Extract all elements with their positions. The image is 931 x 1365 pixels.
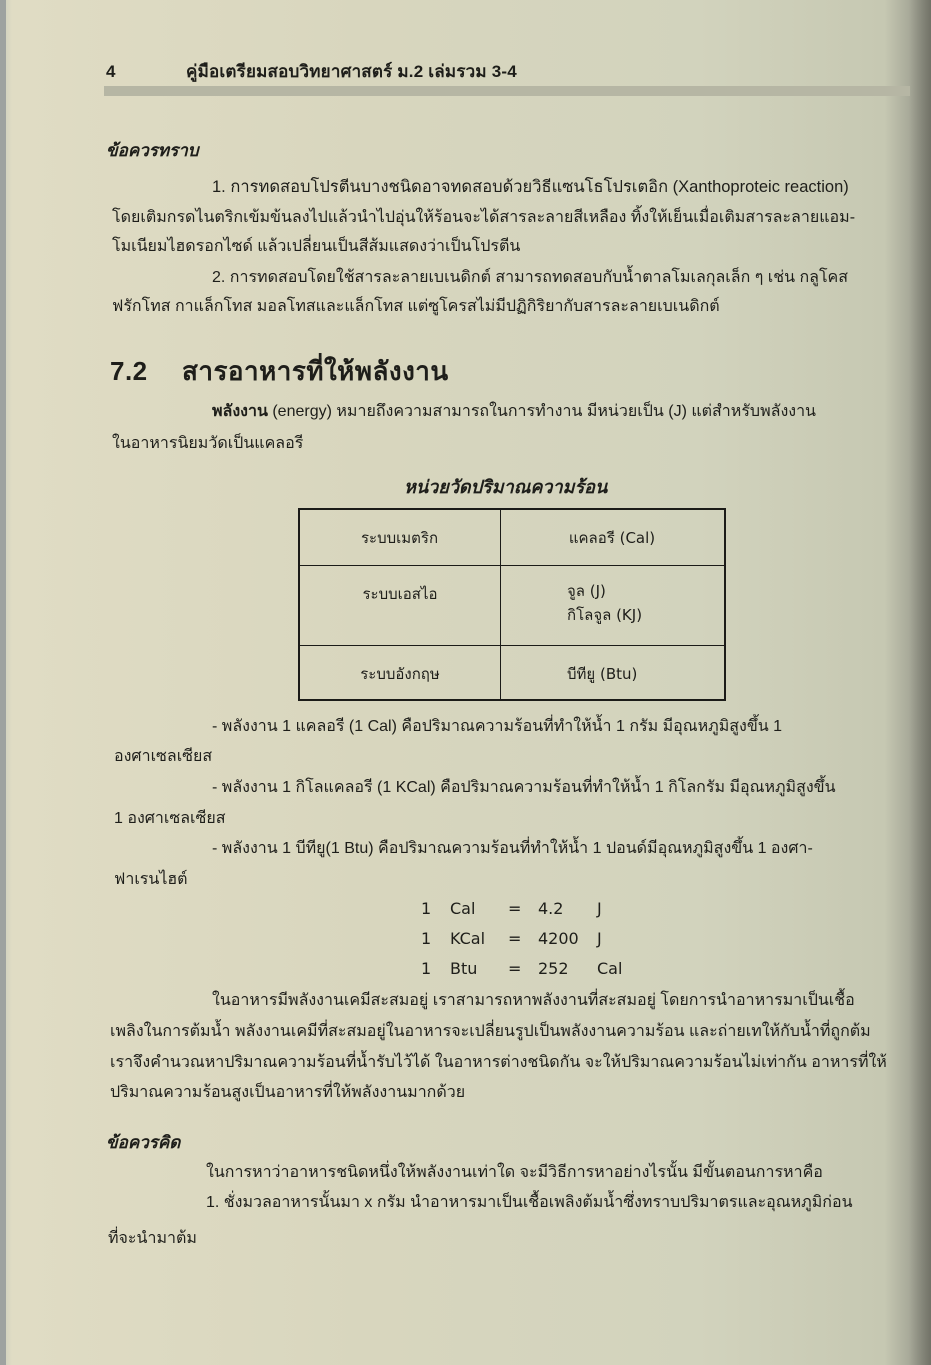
energy-term: พลังงาน: [212, 403, 268, 420]
definition-kilocalorie-line2: 1 องศาเซลเซียส: [114, 810, 226, 827]
energy-definition-line2: ในอาหารนิยมวัดเป็นแคลอรี: [112, 435, 304, 452]
conversion-unit: KCal: [450, 929, 486, 948]
system-cell: ระบบเมตริก: [299, 509, 501, 566]
should-know-heading: ข้อควรทราบ: [106, 141, 199, 160]
unit-cell: [501, 566, 726, 646]
should-know-item2-line2: ฟรักโทส กาแล็กโทส มอลโทสและแล็กโทส แต่ซูโครสไม่มีปฏิกิริยากับสารละลายเบเนดิกต์: [112, 298, 720, 315]
unit-cell: บีทียู (Btu): [501, 646, 726, 701]
section-heading: [110, 351, 449, 392]
should-know-item1-line1: 1. การทดสอบโปรตีนบางชนิดอาจทดสอบด้วยวิธีแซนโธโปรเตอิก (Xanthoproteic reaction): [212, 178, 849, 196]
conversion-value: 4.2: [538, 899, 564, 918]
conversion-target-unit: J: [597, 899, 602, 918]
should-think-intro: ในการหาว่าอาหารชนิดหนึ่งให้พลังงานเท่าใด จะมีวิธีการหาอย่างไรนั้น มีขั้นตอนการหาคือ: [206, 1164, 823, 1181]
unit-kilojoule: กิโลจูล (KJ): [567, 606, 643, 624]
food-energy-line3: เราจึงคำนวณหาปริมาณความร้อนที่น้ำรับไว้ได้ ในอาหารต่างชนิดกัน จะให้ปริมาณความร้อนไม่เท่ากัน อาหารที่ให้: [110, 1054, 887, 1071]
unit-cell: แคลอรี (Cal): [501, 509, 726, 566]
should-know-item2-line1: 2. การทดสอบโดยใช้สารละลายเบเนดิกต์ สามารถทดสอบกับน้ำตาลโมเลกุลเล็ก ๆ เช่น กลูโคส: [212, 269, 848, 286]
food-energy-line4: ปริมาณความร้อนสูงเป็นอาหารที่ให้พลังงานมากด้วย: [110, 1084, 466, 1101]
conversion-qty: 1: [421, 899, 432, 918]
page-binding-edge: [0, 0, 6, 1365]
conversion-value: 252: [538, 959, 569, 978]
should-know-item1-line3: โมเนียมไฮดรอกไซด์ แล้วเปลี่ยนเป็นสีส้มแสดงว่าเป็นโปรตีน: [112, 238, 521, 255]
units-table-caption: หน่วยวัดปริมาณความร้อน: [404, 477, 608, 497]
definition-calorie-line2: องศาเซลเซียส: [114, 748, 213, 765]
should-know-item1-line2: โดยเติมกรดไนตริกเข้มข้นลงไปแล้วนำไปอุ่นให้ร้อนจะได้สารละลายสีเหลือง ทิ้งให้เย็นเมื่อเติมสารละลายแอม-: [112, 209, 856, 226]
unit-joule: จูล (J): [567, 582, 606, 600]
should-think-step1-line1: 1. ชั่งมวลอาหารนั้นมา x กรัม นำอาหารมาเป็นเชื้อเพลิงต้มน้ำซึ่งทราบปริมาตรและอุณหภูมิก่อน: [206, 1194, 853, 1211]
conversion-target-unit: Cal: [597, 959, 623, 978]
definition-kilocalorie-line1: - พลังงาน 1 กิโลแคลอรี (1 KCal) คือปริมาณความร้อนที่ทำให้น้ำ 1 กิโลกรัม มีอุณหภูมิสูงขึ้น: [212, 779, 836, 796]
system-cell: ระบบอังกฤษ: [299, 646, 501, 701]
food-energy-line2: เพลิงในการต้มน้ำ พลังงานเคมีที่สะสมอยู่ในอาหารจะเปลี่ยนรูปเป็นพลังงานความร้อน และถ่ายเทให้กับน้ำที่ถูกต้ม: [110, 1023, 871, 1040]
conversion-equals: =: [508, 899, 522, 918]
conversion-target-unit: J: [597, 929, 602, 948]
section-number: 7.2: [110, 356, 148, 386]
conversion-qty: 1: [421, 959, 432, 978]
conversion-unit: Cal: [450, 899, 476, 918]
conversion-equals: =: [508, 959, 522, 978]
system-cell: ระบบเอสไอ: [299, 566, 501, 646]
table-row: [299, 509, 725, 566]
definition-calorie-line1: - พลังงาน 1 แคลอรี (1 Cal) คือปริมาณความร้อนที่ทำให้น้ำ 1 กรัม มีอุณหภูมิสูงขึ้น 1: [212, 718, 783, 735]
heat-units-table: [298, 508, 726, 701]
should-think-step1-line2: ที่จะนำมาต้ม: [108, 1230, 197, 1247]
energy-definition-line1: [212, 399, 816, 424]
energy-definition-text: (energy) หมายถึงความสามารถในการทำงาน มีหน่วยเป็น (J) แต่สำหรับพลังงาน: [267, 403, 816, 420]
page-number: 4: [106, 62, 116, 81]
table-row: [299, 646, 725, 701]
conversion-value: 4200: [538, 929, 579, 948]
book-title: คู่มือเตรียมสอบวิทยาศาสตร์ ม.2 เล่มรวม 3-4: [186, 62, 517, 81]
food-energy-line1: ในอาหารมีพลังงานเคมีสะสมอยู่ เราสามารถหาพลังงานที่สะสมอยู่ โดยการนำอาหารมาเป็นเชื้อ: [212, 992, 855, 1009]
table-row: [299, 566, 725, 646]
page-shadow-edge: [909, 0, 931, 1365]
conversion-equals: =: [508, 929, 522, 948]
section-title: สารอาหารที่ให้พลังงาน: [182, 356, 449, 386]
header-rule: [104, 86, 910, 96]
should-think-heading: ข้อควรคิด: [106, 1133, 181, 1152]
definition-btu-line1: - พลังงาน 1 บีทียู(1 Btu) คือปริมาณความร้อนที่ทำให้น้ำ 1 ปอนด์มีอุณหภูมิสูงขึ้น 1 องศา-: [212, 840, 813, 857]
conversion-qty: 1: [421, 929, 432, 948]
definition-btu-line2: ฟาเรนไฮต์: [114, 871, 188, 888]
running-header: [106, 58, 517, 85]
conversion-unit: Btu: [450, 959, 478, 978]
